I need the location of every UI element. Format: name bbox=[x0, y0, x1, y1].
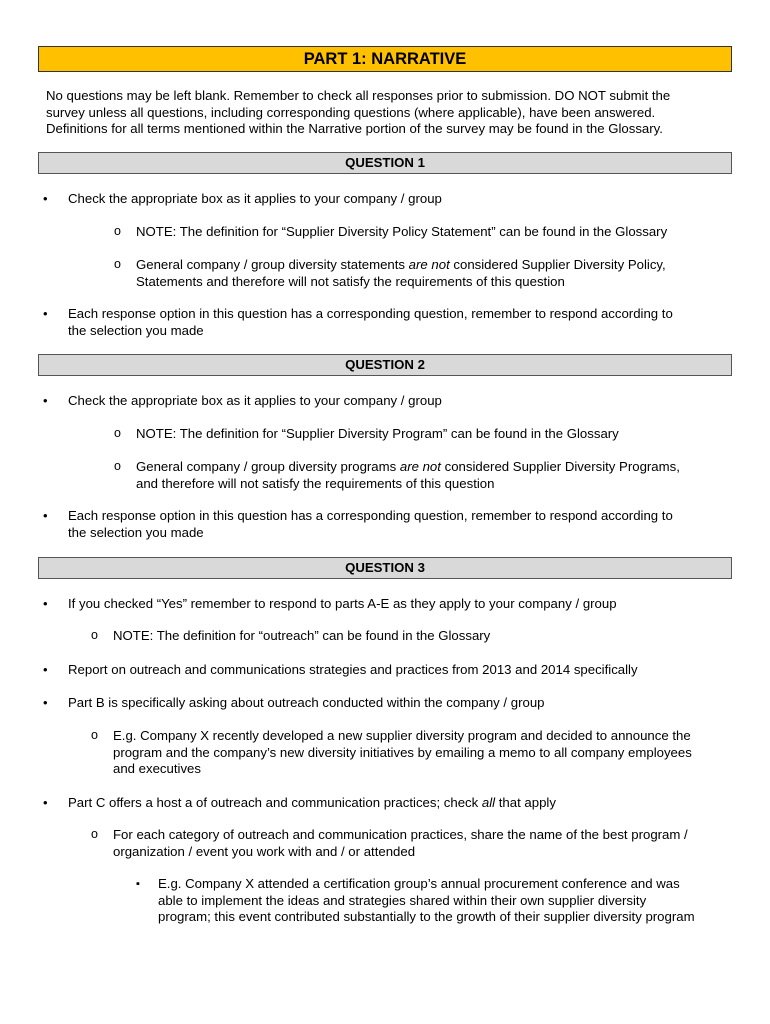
q2-bullet-instruction: • Check the appropriate box as it applies to your company / group bbox=[68, 393, 728, 410]
q1-bullet-instruction: • Check the appropriate box as it applies to your company / group bbox=[68, 191, 728, 208]
intro-line: No questions may be left blank. Remember to check all responses prior to submission. DO NOT submit the bbox=[46, 88, 671, 103]
q2-subbullet-note: o NOTE: The definition for “Supplier Diversity Program” can be found in the Glossary bbox=[136, 426, 736, 443]
q3-subbullet-example: o E.g. Company X recently developed a new supplier diversity program and decided to announce the program and the company’s new diversity initiatives by emailing a memo to all company employees and executives bbox=[113, 728, 713, 778]
q2-subbullet-programs: o General company / group diversity programs are not considered Supplier Diversity Programs, and therefore will not satisfy the requirements of this question bbox=[136, 459, 736, 492]
intro-line: Definitions for all terms mentioned within the Narrative portion of the survey may be found in the Glossary. bbox=[46, 121, 663, 136]
q3-bullet-part-c: • Part C offers a host a of outreach and communication practices; check all that apply bbox=[68, 795, 728, 812]
q3-subsubbullet-example: ▪ E.g. Company X attended a certification group’s annual procurement conference and was able to implement the ideas and strategies shared within their own supplier diversity program; this event contributed substantially to the growth of their supplier diversity program bbox=[158, 876, 728, 926]
q1-bullet-corresponding: • Each response option in this question has a corresponding question, remember to respond according to the selection you made bbox=[68, 306, 728, 339]
question-3-heading: QUESTION 3 bbox=[38, 557, 732, 579]
intro-line: survey unless all questions, including corresponding questions (where applicable), have been answered. bbox=[46, 104, 656, 120]
q3-subbullet-category: o For each category of outreach and communication practices, share the name of the best program / organization / event you work with and / or attended bbox=[113, 827, 713, 860]
q3-bullet-yes: • If you checked “Yes” remember to respond to parts A-E as they apply to your company / group bbox=[68, 596, 728, 613]
q3-bullet-part-b: • Part B is specifically asking about outreach conducted within the company / group bbox=[68, 695, 728, 712]
intro-paragraph bbox=[46, 88, 736, 138]
q3-bullet-report: • Report on outreach and communications strategies and practices from 2013 and 2014 specifically bbox=[68, 662, 728, 679]
page-title: PART 1: NARRATIVE bbox=[38, 46, 732, 72]
q1-subbullet-note: o NOTE: The definition for “Supplier Diversity Policy Statement” can be found in the Glossary bbox=[136, 224, 736, 241]
q2-bullet-corresponding: • Each response option in this question has a corresponding question, remember to respond according to the selection you made bbox=[68, 508, 728, 541]
question-1-heading: QUESTION 1 bbox=[38, 152, 732, 174]
q3-subbullet-note: o NOTE: The definition for “outreach” can be found in the Glossary bbox=[113, 628, 713, 645]
q1-subbullet-statements: o General company / group diversity statements are not considered Supplier Diversity Policy, Statements and therefore will not satisfy the requirements of this question bbox=[136, 257, 736, 290]
question-2-heading: QUESTION 2 bbox=[38, 354, 732, 376]
